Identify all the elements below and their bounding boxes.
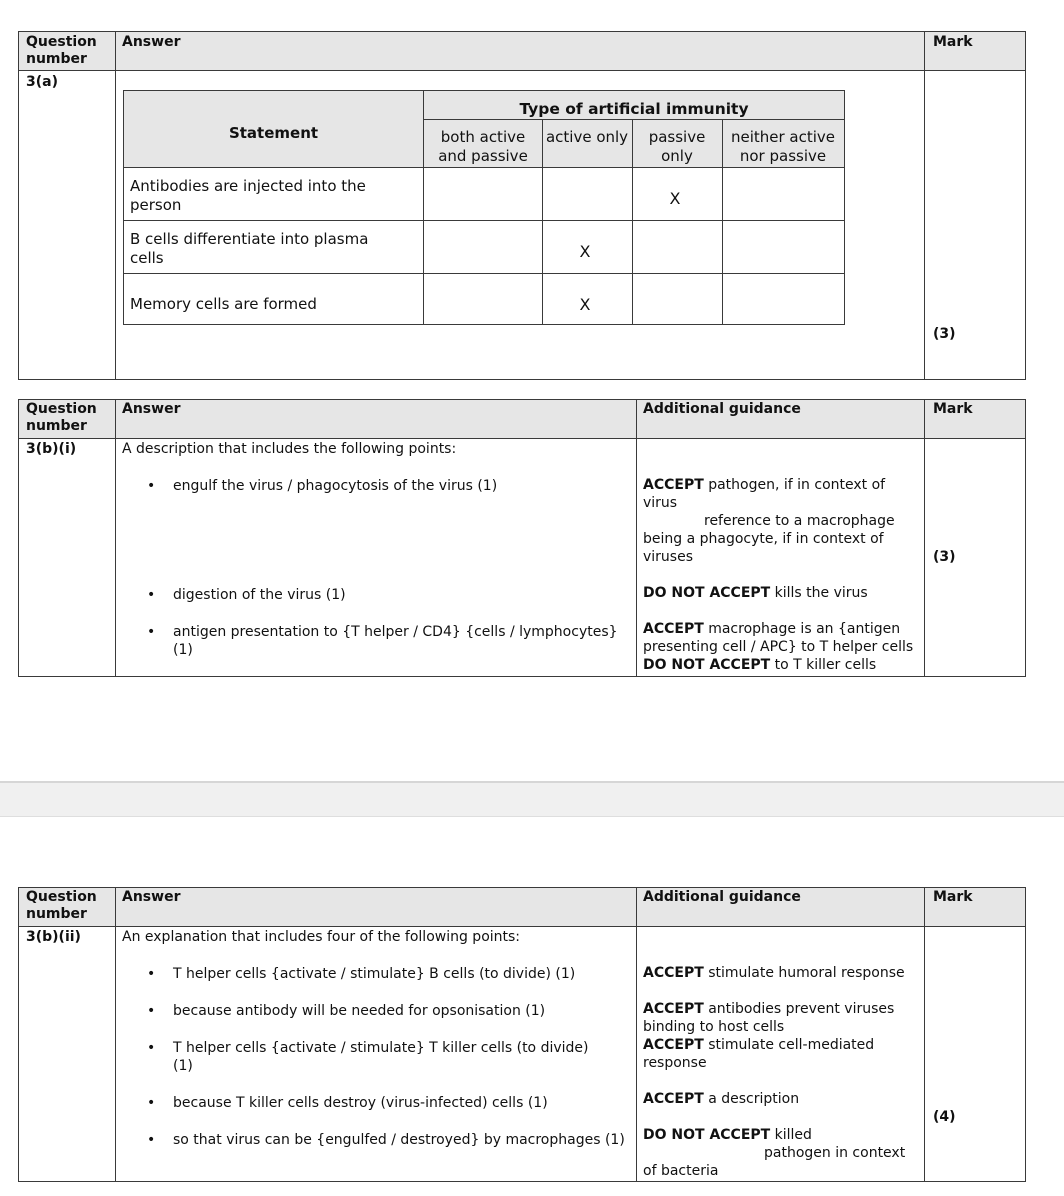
statement-row-1: Antibodies are injected into the person [130, 177, 366, 214]
guidance-4: DO NOT ACCEPT to T killer cells [643, 657, 877, 673]
answer-point-3: antigen presentation to {T helper / CD4} {cells / lymphocytes} [173, 624, 618, 640]
question-number: 3(b)(i) [26, 441, 77, 457]
guidance-5: DO NOT ACCEPT killed [643, 1127, 812, 1143]
answer-header: Answer [122, 889, 181, 905]
page-break-bottom-edge [0, 816, 1064, 817]
guidance-3-line-2: response [643, 1055, 707, 1071]
tick-row-1: X [669, 189, 681, 208]
bullet-icon: • [147, 1132, 156, 1148]
bullet-icon: • [147, 1040, 156, 1056]
guidance-2-line-2: binding to host cells [643, 1019, 785, 1035]
answer-point-2: digestion of the virus (1) [173, 587, 346, 603]
question-number-header: Question number [26, 401, 97, 434]
answer-intro: A description that includes the following points: [122, 441, 457, 457]
page-break [0, 781, 1064, 817]
immunity-type-header: Type of artificial immunity [519, 100, 749, 118]
bullet-icon: • [147, 624, 156, 640]
answer-point-1: engulf the virus / phagocytosis of the virus (1) [173, 478, 498, 494]
guidance-5-line-2: pathogen in context [764, 1145, 906, 1161]
col-active: active only [545, 128, 629, 146]
guidance-1-line-2: virus [643, 495, 678, 511]
answer-point-1: T helper cells {activate / stimulate} B cells (to divide) (1) [173, 966, 576, 982]
guidance-3: ACCEPT macrophage is an {antigen [643, 621, 901, 637]
answer-point-3: T helper cells {activate / stimulate} T killer cells (to divide) [173, 1040, 589, 1056]
col-neither: neither active nor passive [730, 128, 836, 165]
guidance-3-line-2: presenting cell / APC} to T helper cells [643, 639, 914, 655]
guidance-2: DO NOT ACCEPT kills the virus [643, 585, 868, 601]
guidance-header: Additional guidance [643, 889, 801, 905]
answer-point-3-mark: (1) [173, 642, 193, 658]
mark-header: Mark [933, 889, 973, 905]
guidance-1-line-4: being a phagocyte, if in context of [643, 531, 884, 547]
col-passive: passive only [648, 128, 706, 165]
bullet-icon: • [147, 966, 156, 982]
guidance-3: ACCEPT stimulate cell-mediated [643, 1037, 875, 1053]
answer-point-5: so that virus can be {engulfed / destroyed} by macrophages (1) [173, 1132, 625, 1148]
statement-row-3: Memory cells are formed [130, 295, 317, 313]
guidance-header: Additional guidance [643, 401, 801, 417]
bullet-icon: • [147, 1003, 156, 1019]
guidance-1: ACCEPT pathogen, if in context of [643, 477, 886, 493]
answer-point-4: because T killer cells destroy (virus-infected) cells (1) [173, 1095, 548, 1111]
mark-value: (4) [933, 1109, 956, 1125]
guidance-1-line-5: viruses [643, 549, 694, 565]
answer-intro: An explanation that includes four of the following points: [122, 929, 521, 945]
guidance-5-line-3: of bacteria [643, 1163, 719, 1179]
guidance-1-line-3: reference to a macrophage [704, 513, 895, 529]
question-number-header: Question number [26, 34, 97, 67]
statement-row-2: B cells differentiate into plasma cells [130, 230, 369, 267]
guidance-1: ACCEPT stimulate humoral response [643, 965, 905, 981]
bullet-icon: • [147, 1095, 156, 1111]
bullet-icon: • [147, 587, 156, 603]
mark-value: (3) [933, 326, 956, 342]
question-number-header: Question number [26, 889, 97, 922]
tick-row-2: X [579, 242, 591, 261]
page-break-top-edge [0, 781, 1064, 783]
question-number: 3(b)(ii) [26, 929, 81, 945]
answer-header: Answer [122, 34, 181, 50]
col-both: both active and passive [438, 128, 528, 165]
answer-header: Answer [122, 401, 181, 417]
question-number: 3(a) [26, 74, 58, 90]
mark-value: (3) [933, 549, 956, 565]
answer-point-3-mark: (1) [173, 1058, 193, 1074]
guidance-4: ACCEPT a description [643, 1091, 800, 1107]
mark-header: Mark [933, 401, 973, 417]
mark-header: Mark [933, 34, 973, 50]
answer-point-2: because antibody will be needed for opsonisation (1) [173, 1003, 546, 1019]
statement-header: Statement [228, 124, 319, 142]
bullet-icon: • [147, 478, 156, 494]
guidance-2: ACCEPT antibodies prevent viruses [643, 1001, 895, 1017]
tick-row-3: X [579, 295, 591, 314]
